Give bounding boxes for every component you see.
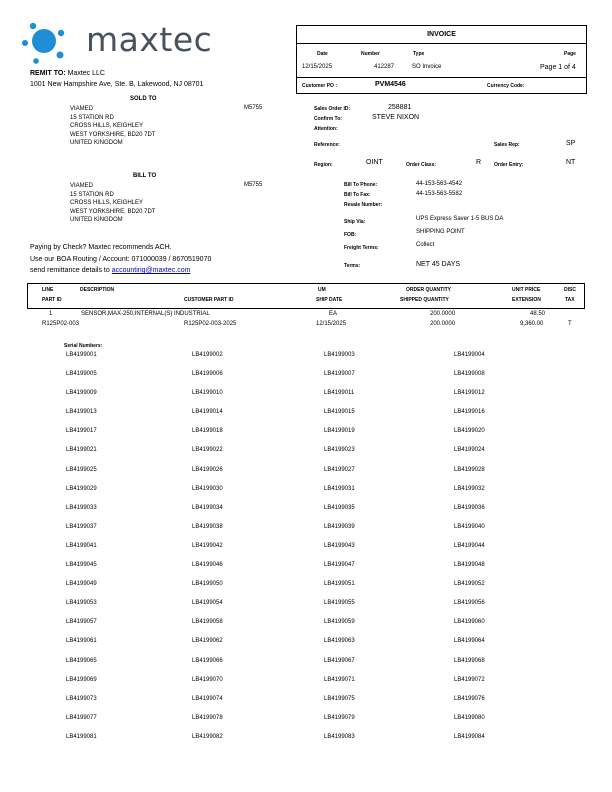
serial-number: LB4199039 xyxy=(324,523,355,530)
payment-note xyxy=(30,242,211,277)
serial-number: LB4199063 xyxy=(324,638,355,645)
invoice-title: INVOICE xyxy=(297,26,586,44)
serial-number: LB4199064 xyxy=(454,638,485,645)
serial-number: LB4199048 xyxy=(454,562,485,569)
serial-number: LB4199061 xyxy=(66,638,97,645)
sold-to-label: SOLD TO xyxy=(130,96,157,102)
serial-number: LB4199057 xyxy=(66,619,97,626)
bill-to-line: CROSS HILLS, KEIGHLEY xyxy=(70,200,144,207)
sold-to-code: M5755 xyxy=(244,105,263,111)
col-unit-price: UNIT PRICE xyxy=(512,287,541,293)
bill-fax: 44-153-563-5582 xyxy=(416,191,463,197)
line-customer-part: R125P02-003-2025 xyxy=(184,321,237,327)
sold-to-line: WEST YORKSHIRE, BD20 7DT xyxy=(70,131,156,138)
bill-to-address xyxy=(70,182,155,225)
bill-to-line: WEST YORKSHIRE, BD20 7DT xyxy=(70,208,156,215)
region: OINT xyxy=(366,159,383,166)
serial-number: LB4199042 xyxy=(192,542,223,549)
col-disc: DISC xyxy=(564,287,576,293)
serial-number: LB4199062 xyxy=(192,638,223,645)
serial-number: LB4199060 xyxy=(454,619,485,626)
resale-label: Resale Number: xyxy=(344,202,383,208)
order-class: R xyxy=(476,159,482,166)
col-um: UM xyxy=(318,287,326,293)
serial-number: LB4199008 xyxy=(454,371,485,378)
sold-to-address xyxy=(70,105,155,148)
bill-to-line: VIAMED xyxy=(70,183,94,189)
serial-number: LB4199023 xyxy=(324,447,355,454)
sales-rep-label: Sales Rep: xyxy=(494,142,520,148)
serial-number: LB4199079 xyxy=(324,714,355,721)
serial-row xyxy=(66,390,536,409)
line-number: 1 xyxy=(49,311,53,317)
serial-number: LB4199081 xyxy=(66,733,97,740)
serial-number: LB4199053 xyxy=(66,600,97,607)
sold-to-line: UNITED KINGDOM xyxy=(70,140,123,147)
serial-number: LB4199070 xyxy=(192,676,223,683)
serial-row xyxy=(66,447,536,466)
serial-number: LB4199007 xyxy=(324,371,355,378)
line-part-id: R125P02-003 xyxy=(42,321,80,327)
serial-number: LB4199083 xyxy=(324,733,355,740)
col-shipped-qty: SHIPPED QUANTITY xyxy=(400,297,449,303)
serial-number: LB4199028 xyxy=(454,466,485,473)
serial-number: LB4199050 xyxy=(192,581,223,588)
sales-order-label: Sales Order ID: xyxy=(314,106,351,112)
serial-number: LB4199075 xyxy=(324,695,355,702)
bill-to-line: UNITED KINGDOM xyxy=(70,217,123,224)
sales-order: 258881 xyxy=(388,104,412,111)
confirm-label: Confirm To: xyxy=(314,116,342,122)
serial-number: LB4199072 xyxy=(454,676,485,683)
ship-via: UPS Express Saver 1-5 BUS DA xyxy=(416,216,504,222)
payment-line xyxy=(30,265,211,277)
invoice-header-box xyxy=(296,25,587,94)
col-customer-part: CUSTOMER PART ID xyxy=(184,297,234,303)
customer-po-label: Customer PO : xyxy=(302,83,338,89)
serial-number: LB4199006 xyxy=(192,371,223,378)
serial-number: LB4199069 xyxy=(66,676,97,683)
serial-number: LB4199078 xyxy=(192,714,223,721)
order-entry: NT xyxy=(566,159,576,166)
serial-number: LB4199084 xyxy=(454,733,485,740)
serial-row xyxy=(66,696,536,715)
serial-row xyxy=(66,600,536,619)
serial-number: LB4199045 xyxy=(66,562,97,569)
serial-number: LB4199055 xyxy=(324,600,355,607)
serial-number: LB4199018 xyxy=(192,428,223,435)
bill-to-code: M5755 xyxy=(244,182,263,188)
serial-number: LB4199052 xyxy=(454,581,485,588)
line-order-qty: 200.0000 xyxy=(430,311,456,317)
serial-row xyxy=(66,715,536,734)
serial-number: LB4199026 xyxy=(192,466,223,473)
serial-number: LB4199032 xyxy=(454,485,485,492)
invoice-page: Page 1 of 4 xyxy=(540,64,576,71)
fob-label: FOB: xyxy=(344,232,357,238)
serial-number: LB4199021 xyxy=(66,447,97,454)
sold-to-line: VIAMED xyxy=(70,106,94,112)
reference-label: Reference: xyxy=(314,142,340,148)
serial-number: LB4199024 xyxy=(454,447,485,454)
sales-rep: SP xyxy=(566,140,576,147)
type-header: Type xyxy=(413,51,425,57)
serial-row xyxy=(66,352,536,371)
serial-row xyxy=(66,619,536,638)
serial-row xyxy=(66,562,536,581)
serial-number: LB4199047 xyxy=(324,562,355,569)
serial-number: LB4199051 xyxy=(324,581,355,588)
serial-number: LB4199034 xyxy=(192,504,223,511)
serial-number: LB4199012 xyxy=(454,390,485,397)
serial-numbers-grid xyxy=(66,352,536,753)
serial-number: LB4199031 xyxy=(324,485,355,492)
customer-po: PVM4546 xyxy=(375,81,406,88)
remit-label: REMIT TO: xyxy=(30,70,66,77)
remit-to xyxy=(30,70,105,77)
serial-number: LB4199014 xyxy=(192,409,223,416)
bill-fax-label: Bill To Fax: xyxy=(344,192,371,198)
serial-number: LB4199013 xyxy=(66,409,97,416)
col-tax: TAX xyxy=(565,297,575,303)
serial-number: LB4199001 xyxy=(66,352,97,358)
serial-row xyxy=(66,543,536,562)
serial-number: LB4199040 xyxy=(454,523,485,530)
serial-number: LB4199030 xyxy=(192,485,223,492)
serial-number: LB4199044 xyxy=(454,542,485,549)
line-um: EA xyxy=(329,311,338,317)
payment-line: Use our BOA Routing / Account: 071000039 / 8670519070 xyxy=(30,255,212,263)
invoice-divider xyxy=(297,77,586,78)
serial-number: LB4199004 xyxy=(454,352,485,358)
line-extension: 9,360.00 xyxy=(520,321,544,327)
payment-prefix: send remittance details to xyxy=(30,267,112,274)
col-part-id: PART ID xyxy=(42,297,62,303)
serial-number: LB4199074 xyxy=(192,695,223,702)
logo-wordmark: maxtec xyxy=(86,20,213,59)
serial-number: LB4199077 xyxy=(66,714,97,721)
freight-label: Freight Terms: xyxy=(344,245,379,251)
remit-address: 1001 New Hampshire Ave, Ste. B, Lakewood, NJ 08701 xyxy=(30,81,204,88)
serial-number: LB4199038 xyxy=(192,523,223,530)
bill-to-label: BILL TO xyxy=(133,173,157,179)
serial-number: LB4199058 xyxy=(192,619,223,626)
serial-number: LB4199005 xyxy=(66,371,97,378)
serial-number: LB4199015 xyxy=(324,409,355,416)
serial-number: LB4199065 xyxy=(66,657,97,664)
payment-line: Paying by Check? Maxtec recommends ACH. xyxy=(30,244,172,251)
terms-label: Terms: xyxy=(344,263,361,269)
line-unit-price: 48.50 xyxy=(530,311,546,317)
fob: SHIPPING POINT xyxy=(416,229,465,235)
accounting-email-link[interactable]: accounting@maxtec.com xyxy=(111,267,191,274)
serial-number: LB4199082 xyxy=(192,733,223,740)
sold-to-line: CROSS HILLS, KEIGHLEY xyxy=(70,123,144,130)
ship-via-label: Ship Via: xyxy=(344,219,366,225)
serial-number: LB4199073 xyxy=(66,695,97,702)
serial-number: LB4199076 xyxy=(454,695,485,702)
serial-row xyxy=(66,505,536,524)
col-ship-date: SHIP DATE xyxy=(316,297,343,303)
serial-number: LB4199009 xyxy=(66,390,97,397)
maxtec-logo-icon xyxy=(20,21,70,65)
region-label: Region: xyxy=(314,162,333,168)
order-entry-label: Order Entry: xyxy=(494,162,524,168)
date-header: Date xyxy=(317,51,328,57)
serial-row xyxy=(66,734,536,753)
remit-name: Maxtec LLC xyxy=(67,70,105,77)
serial-row xyxy=(66,581,536,600)
serial-number: LB4199043 xyxy=(324,542,355,549)
col-order-qty: ORDER QUANTITY xyxy=(406,287,451,293)
col-extension: EXTENSION xyxy=(512,297,541,303)
serial-number: LB4199054 xyxy=(192,600,223,607)
invoice-date: 12/15/2025 xyxy=(302,64,333,70)
invoice-type: SO Invoice xyxy=(412,64,442,70)
line-shipped-qty: 200.0000 xyxy=(430,321,456,327)
serial-number: LB4199033 xyxy=(66,504,97,511)
bill-phone-label: Bill To Phone: xyxy=(344,182,378,188)
attention-label: Attention: xyxy=(314,126,338,132)
serial-number: LB4199022 xyxy=(192,447,223,454)
serial-number: LB4199068 xyxy=(454,657,485,664)
serial-row xyxy=(66,409,536,428)
serial-number: LB4199041 xyxy=(66,542,97,549)
serial-number: LB4199027 xyxy=(324,466,355,473)
terms: NET 45 DAYS xyxy=(416,261,461,268)
serial-row xyxy=(66,638,536,657)
serial-number: LB4199020 xyxy=(454,428,485,435)
invoice-number: 412287 xyxy=(374,64,395,70)
serial-number: LB4199056 xyxy=(454,600,485,607)
col-description: DESCRIPTION xyxy=(80,287,115,293)
bill-to-line: 15 STATION RD xyxy=(70,191,114,198)
serial-number: LB4199002 xyxy=(192,352,223,358)
serial-number: LB4199066 xyxy=(192,657,223,664)
serial-row xyxy=(66,524,536,543)
serial-number: LB4199019 xyxy=(324,428,355,435)
freight: Collect xyxy=(416,242,435,248)
line-description: SENSOR,MAX-250,INTERNAL(S) INDUSTRIAL xyxy=(81,311,210,317)
confirm-to: STEVE NIXON xyxy=(372,114,420,121)
serial-row xyxy=(66,658,536,677)
serial-row xyxy=(66,371,536,390)
serial-number: LB4199029 xyxy=(66,485,97,492)
col-line: LINE xyxy=(42,287,54,293)
serial-number: LB4199035 xyxy=(324,504,355,511)
serial-number: LB4199046 xyxy=(192,562,223,569)
sold-to-line: 15 STATION RD xyxy=(70,114,114,121)
page-header: Page xyxy=(564,51,576,57)
serial-number: LB4199080 xyxy=(454,714,485,721)
serial-number: LB4199059 xyxy=(324,619,355,626)
serial-number: LB4199067 xyxy=(324,657,355,664)
serial-row xyxy=(66,428,536,447)
serial-number: LB4199071 xyxy=(324,676,355,683)
serial-number: LB4199036 xyxy=(454,504,485,511)
serial-numbers-label: Serial Numbers: xyxy=(64,343,103,349)
serial-number: LB4199017 xyxy=(66,428,97,435)
serial-number: LB4199010 xyxy=(192,390,223,397)
serial-number: LB4199037 xyxy=(66,523,97,530)
line-items-header xyxy=(27,283,585,309)
bill-phone: 44-153-563-4542 xyxy=(416,181,463,187)
serial-row xyxy=(66,467,536,486)
serial-number: LB4199003 xyxy=(324,352,355,358)
serial-number: LB4199016 xyxy=(454,409,485,416)
serial-number: LB4199049 xyxy=(66,581,97,588)
number-header: Number xyxy=(361,51,380,57)
currency-label: Currency Code: xyxy=(487,83,525,89)
serial-row xyxy=(66,677,536,696)
line-ship-date: 12/15/2025 xyxy=(316,321,347,327)
line-tax: T xyxy=(568,321,572,327)
serial-number: LB4199011 xyxy=(324,390,355,397)
order-class-label: Order Class: xyxy=(406,162,437,168)
serial-row xyxy=(66,486,536,505)
serial-number: LB4199025 xyxy=(66,466,97,473)
